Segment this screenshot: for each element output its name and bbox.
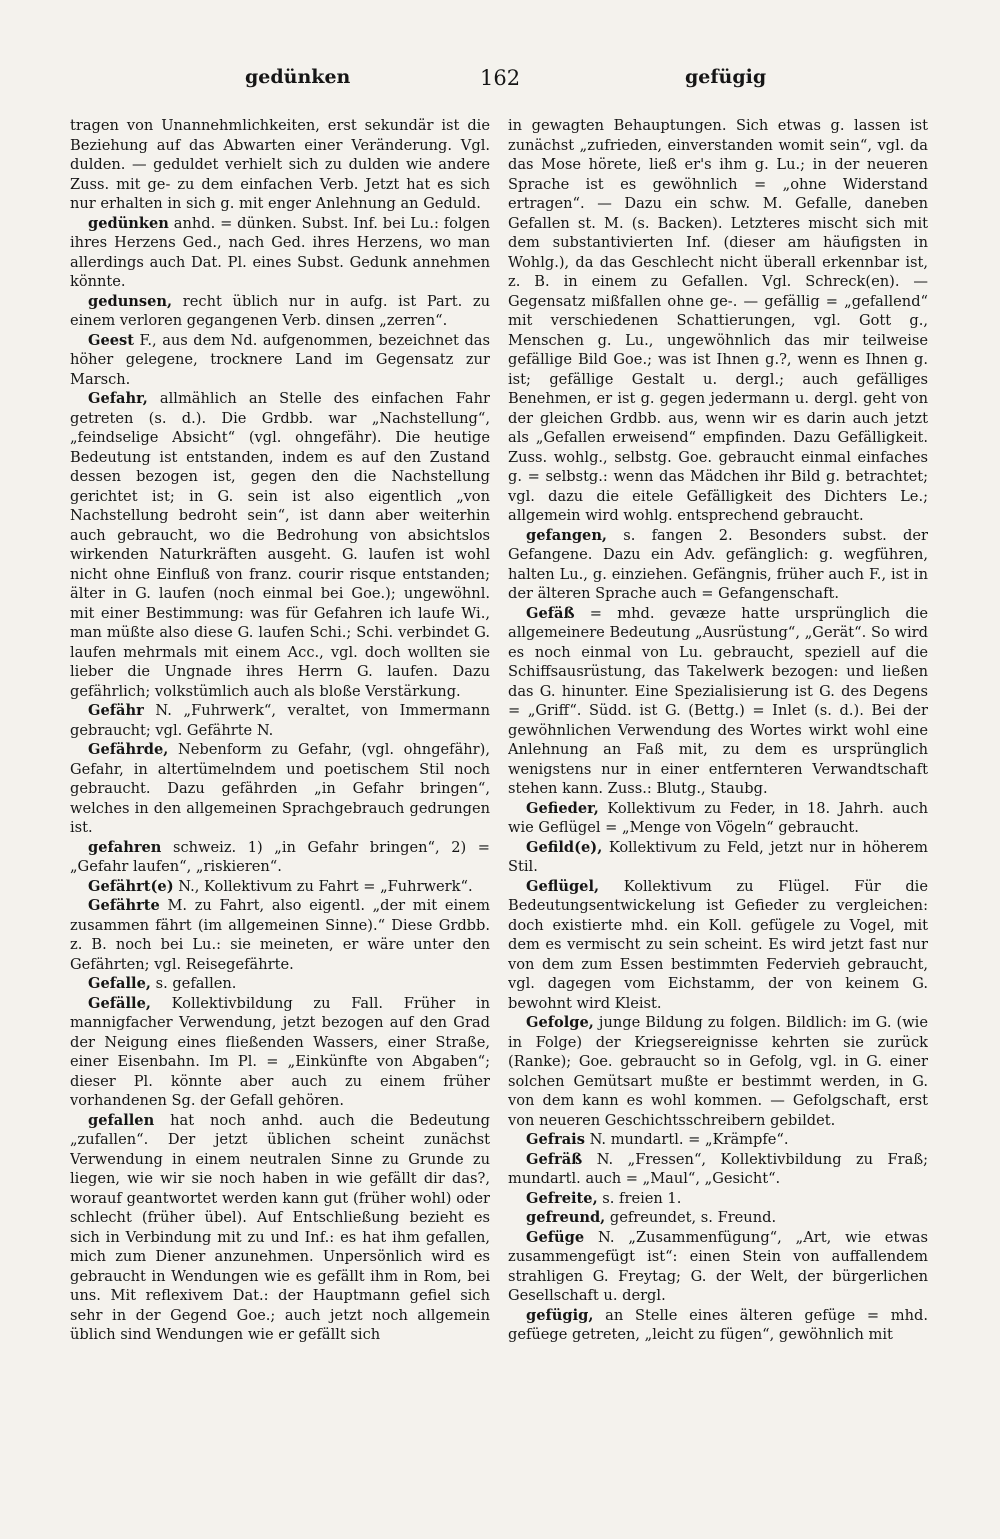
entry-text: Kollektivum zu Flügel. Für die Bedeutungsentwickelung ist Gefieder zu vergleichen: doch existierte mhd. ein Koll. gefügele zu Vogel, mit dem es vermischt zu sein scheint. Es wird jetzt fast nur von dem zum Essen bestimmten Federvieh gebraucht, vgl. dagegen vom Eichstamm, der von keinem G. bewohnt wird Kleist.: [508, 877, 928, 1012]
entry-text: recht üblich nur in aufg. ist Part. zu einem verloren gegangenen Verb. dinsen „zerren“.: [70, 292, 490, 329]
entry-text: hat noch anhd. auch die Bedeutung „zufallen“. Der jetzt üblichen scheint zunächst Verwendung in einem neutralen Sinne zu Grunde zu liegen, wie wir sie noch haben in wie gefällt dir das?, worauf geantwortet werden kann gut (früher wohl) oder schlecht (früher übel). Auf Entschließung bezieht es sich in Verbindung mit zu und Inf.: es hat ihm gefallen, mich zum Diener anzunehmen. Unpersönlich wird es gebraucht in Wendungen wie es gefällt ihm in Rom, bei uns. Mit reflexivem Dat.: der Hauptmann gefiel sich sehr in der Gegend Goe.; auch jetzt noch allgemein üblich sind Wendungen wie er gefällt sich: [70, 1111, 490, 1343]
entry-text: N. „Fressen“, Kollektivbildung zu Fraß; mundartl. auch = „Maul“, „Gesicht“.: [508, 1150, 928, 1187]
entry-headword: Geflügel,: [526, 877, 600, 895]
right-column: [508, 116, 928, 1406]
right-column-entry: [508, 1130, 928, 1150]
page-number: 162: [480, 66, 521, 90]
entry-headword: Gefäß: [526, 604, 575, 622]
right-column-entry: [508, 838, 928, 877]
right-column-entry: [508, 1208, 928, 1228]
right-column-entry: [508, 604, 928, 799]
left-column-entry: [70, 292, 490, 331]
entry-headword: Gefährt(e): [88, 877, 174, 895]
entry-headword: Geest: [88, 331, 134, 349]
entry-text: gefreundet, s. Freund.: [605, 1209, 777, 1226]
left-column-entry: [70, 389, 490, 701]
header-right-catchword: gefügig: [685, 66, 767, 88]
entry-headword: Gefährte: [88, 897, 160, 914]
right-column-entry: [508, 877, 928, 1014]
entry-headword: Gefähr: [88, 702, 144, 719]
entry-text: junge Bildung zu folgen. Bildlich: im G. (wie in Folge) der Kriegsereignisse kehrten sie zurück (Ranke); Goe. gebraucht so in Gefolg, vgl. in G. einer solchen Gemütsart mußte er bestimmt werden, in G. von dem kann es wohl kommen. — Gefolgschaft, erst von neueren Geschichtsschreibern gebildet.: [508, 1014, 928, 1129]
entry-text: N. „Fuhrwerk“, veraltet, von Immermann gebraucht; vgl. Gefährte N.: [70, 702, 490, 739]
entry-text: schweiz. 1) „in Gefahr bringen“, 2) = „Gefahr laufen“, „riskieren“.: [70, 838, 490, 875]
entry-headword: Gefolge,: [526, 1014, 594, 1031]
entry-headword: gedunsen,: [88, 292, 173, 310]
right-column-entry: [508, 799, 928, 838]
entry-headword: gefügig,: [526, 1306, 594, 1324]
entry-text: = mhd. gevæze hatte ursprünglich die allgemeinere Bedeutung „Ausrüstung“, „Gerät“. So wird es noch einmal von Lu. gebraucht, speziell auf die Schiffsausrüstung, das Takelwerk bezogen: und ließen das G. hinunter. Eine Spezialisierung ist G. des Degens = „Griff“. Südd. ist G. (Bettg.) = Inlet (s. d.). Bei der gewöhnlichen Verwendung des Wortes wirkt wohl eine Anlehnung an Faß mit, zu dem es ursprünglich wenigstens nur in einer entfernteren Verwandtschaft stehen kann. Zuss.: Blutg., Staubg.: [508, 604, 928, 797]
entry-text: in gewagten Behauptungen. Sich etwas g. lassen ist zunächst „zufrieden, einverstanden womit sein“, vgl. da das Mose hörete, ließ er's ihm g. Lu.; in der neueren Sprache ist es gewöhnlich = „ohne Widerstand ertragen“. — Dazu ein schw. M. Gefalle, daneben Gefallen st. M. (s. Backen). Letzteres mischt sich mit dem substantivierten Inf. (dieser am häufigsten in Wohlg.), da das Geschlecht nicht überall erkennbar ist, z. B. in einem zu Gefallen. Vgl. Schreck(en). — Gegensatz mißfallen ohne ge-. — gefällig = „gefallend“ mit verschiedenen Schattierungen, vgl. Gott g., Menschen g. Lu., ungewöhnlich das mir teilweise gefällige Bild Goe.; was ist Ihnen g.?, wenn es Ihnen g. ist; gefällige Gestalt u. dergl.; auch gefälliges Benehmen, er ist g. gegen jedermann u. dergl. geht von der gleichen Grdbb. aus, wenn wir es darin auch jetzt als „Gefallen erweisend“ empfinden. Dazu Gefälligkeit. Zuss. wohlg., selbstg. Goe. gebraucht einmal einfaches g. = selbstg.: wenn das Mädchen ihr Bild g. betrachtet; vgl. dazu die eitele Gefälligkeit des Dichters Le.; allgemein wird wohlg. entsprechend gebraucht.: [508, 117, 928, 524]
entry-text: N. „Zusammenfügung“, „Art, wie etwas zusammengefügt ist“: einen Stein von auffallendem strahligen G. Freytag; G. der Welt, der bürgerlichen Gesellschaft u. dergl.: [508, 1228, 928, 1304]
left-column-entry: [70, 331, 490, 390]
left-column-entry: [70, 1111, 490, 1345]
entry-headword: gefangen,: [526, 526, 608, 544]
entry-headword: Gefälle,: [88, 994, 151, 1012]
entry-headword: Gefreite,: [526, 1189, 598, 1207]
entry-text: F., aus dem Nd. aufgenommen, bezeichnet das höher gelegene, trocknere Land im Gegensatz zur Marsch.: [70, 331, 490, 388]
entry-text: Kollektivum zu Feder, in 18. Jahrh. auch wie Geflügel = „Menge von Vögeln“ gebraucht.: [508, 799, 928, 836]
entry-text: Kollektivum zu Feld, jetzt nur in höherem Stil.: [508, 838, 928, 875]
left-column-entry: [70, 740, 490, 838]
left-column-entry: [70, 838, 490, 877]
left-column-entry: [70, 116, 490, 214]
left-column-entry: [70, 701, 490, 740]
entry-headword: Gefüge: [526, 1228, 585, 1246]
page-header: [70, 66, 930, 96]
left-column-entry: [70, 877, 490, 897]
left-column: [70, 116, 490, 1406]
header-left-catchword: gedünken: [245, 66, 351, 88]
left-column-entry: [70, 896, 490, 974]
left-column-entry: [70, 214, 490, 292]
left-column-entry: [70, 994, 490, 1111]
right-column-entry: [508, 1189, 928, 1209]
entry-headword: Gefräß: [526, 1150, 583, 1168]
entry-text: tragen von Unannehmlichkeiten, erst sekundär ist die Beziehung auf das Abwarten einer Veränderung. Vgl. dulden. — geduldet verhielt sich zu dulden wie andere Zuss. mit ge- zu dem einfachen Verb. Jetzt hat es sich nur erhalten in sich g. mit enger Anlehnung an Geduld.: [70, 117, 490, 212]
entry-text: an Stelle eines älteren gefüge = mhd. gefüege getreten, „leicht zu fügen“, gewöhnlich mit: [508, 1306, 928, 1343]
entry-headword: Gefild(e),: [526, 838, 603, 856]
entry-headword: gefallen: [88, 1111, 155, 1129]
entry-text: M. zu Fahrt, also eigentl. „der mit einem zusammen fährt (im allgemeinen Sinne).“ Diese Grdbb. z. B. noch bei Lu.: sie meineten, er wäre unter den Gefährten; vgl. Reisegefährte.: [70, 897, 490, 973]
entry-text: anhd. = dünken. Subst. Inf. bei Lu.: folgen ihres Herzens Ged., nach Ged. ihres Herzens, wo man allerdings auch Dat. Pl. eines Subst. Gedunk annehmen könnte.: [70, 214, 490, 290]
entry-headword: Gefieder,: [526, 799, 599, 817]
right-column-entry: [508, 1306, 928, 1345]
entry-text: Kollektivbildung zu Fall. Früher in mannigfacher Verwendung, jetzt bezogen auf den Grad der Neigung eines fließenden Wassers, einer Straße, einer Eisenbahn. Im Pl. = „Einkünfte von Abgaben“; dieser Pl. könnte aber auch zu einem früher vorhandenen Sg. der Gefall gehören.: [70, 994, 490, 1109]
entry-text: Nebenform zu Gefahr, (vgl. ohngefähr), Gefahr, in altertümelndem und poetischem Stil noch gebraucht. Dazu gefährden „in Gefahr bringen“, welches in den allgemeinen Sprachgebrauch gedrungen ist.: [70, 741, 490, 836]
entry-text: N., Kollektivum zu Fahrt = „Fuhrwerk“.: [173, 877, 473, 895]
entry-headword: Gefalle,: [88, 975, 151, 992]
entry-text: s. fangen 2. Besonders subst. der Gefangene. Dazu ein Adv. gefänglich: g. wegführen, halten Lu., g. einziehen. Gefängnis, früher auch F., ist in der älteren Sprache auch = Gefangenschaft.: [508, 526, 928, 602]
entry-headword: gefreund,: [526, 1209, 606, 1226]
right-column-entry: [508, 526, 928, 604]
entry-headword: gedünken: [88, 214, 169, 232]
entry-headword: Gefahr,: [88, 390, 148, 407]
right-column-entry: [508, 1228, 928, 1306]
left-column-entry: [70, 974, 490, 994]
right-column-entry: [508, 1150, 928, 1189]
entry-headword: gefahren: [88, 838, 162, 856]
entry-text: s. gefallen.: [150, 975, 237, 992]
entry-text: N. mundartl. = „Krämpfe“.: [584, 1131, 789, 1148]
right-column-entry: [508, 116, 928, 526]
entry-headword: Gefrais: [526, 1131, 585, 1148]
entry-text: s. freien 1.: [597, 1189, 682, 1207]
entry-text: allmählich an Stelle des einfachen Fahr getreten (s. d.). Die Grdbb. war „Nachstellung“, „feindselige Absicht“ (vgl. ohngefähr). Die heutige Bedeutung ist entstanden, indem es auf den Zustand dessen bezogen ist, gegen den die Nachstellung gerichtet ist; in G. sein ist also eigentlich „von Nachstellung bedroht sein“, ist dann aber weiterhin auch gebraucht, wo die Bedrohung von absichtslos wirkenden Naturkräften ausgeht. G. laufen ist wohl nicht ohne Einfluß von franz. courir risque entstanden; älter in G. laufen (noch einmal bei Goe.); ungewöhnl. mit einer Bestimmung: was für Gefahren ich laufe Wi., man müßte also diese G. laufen Schi.; Schi. verbindet G. laufen mehrmals mit einem Acc., vgl. doch wollten sie lieber die Ungnade ihres Herrn G. laufen. Dazu gefährlich; volkstümlich auch als bloße Verstärkung.: [70, 390, 490, 700]
entry-headword: Gefährde,: [88, 741, 169, 758]
right-column-entry: [508, 1013, 928, 1130]
